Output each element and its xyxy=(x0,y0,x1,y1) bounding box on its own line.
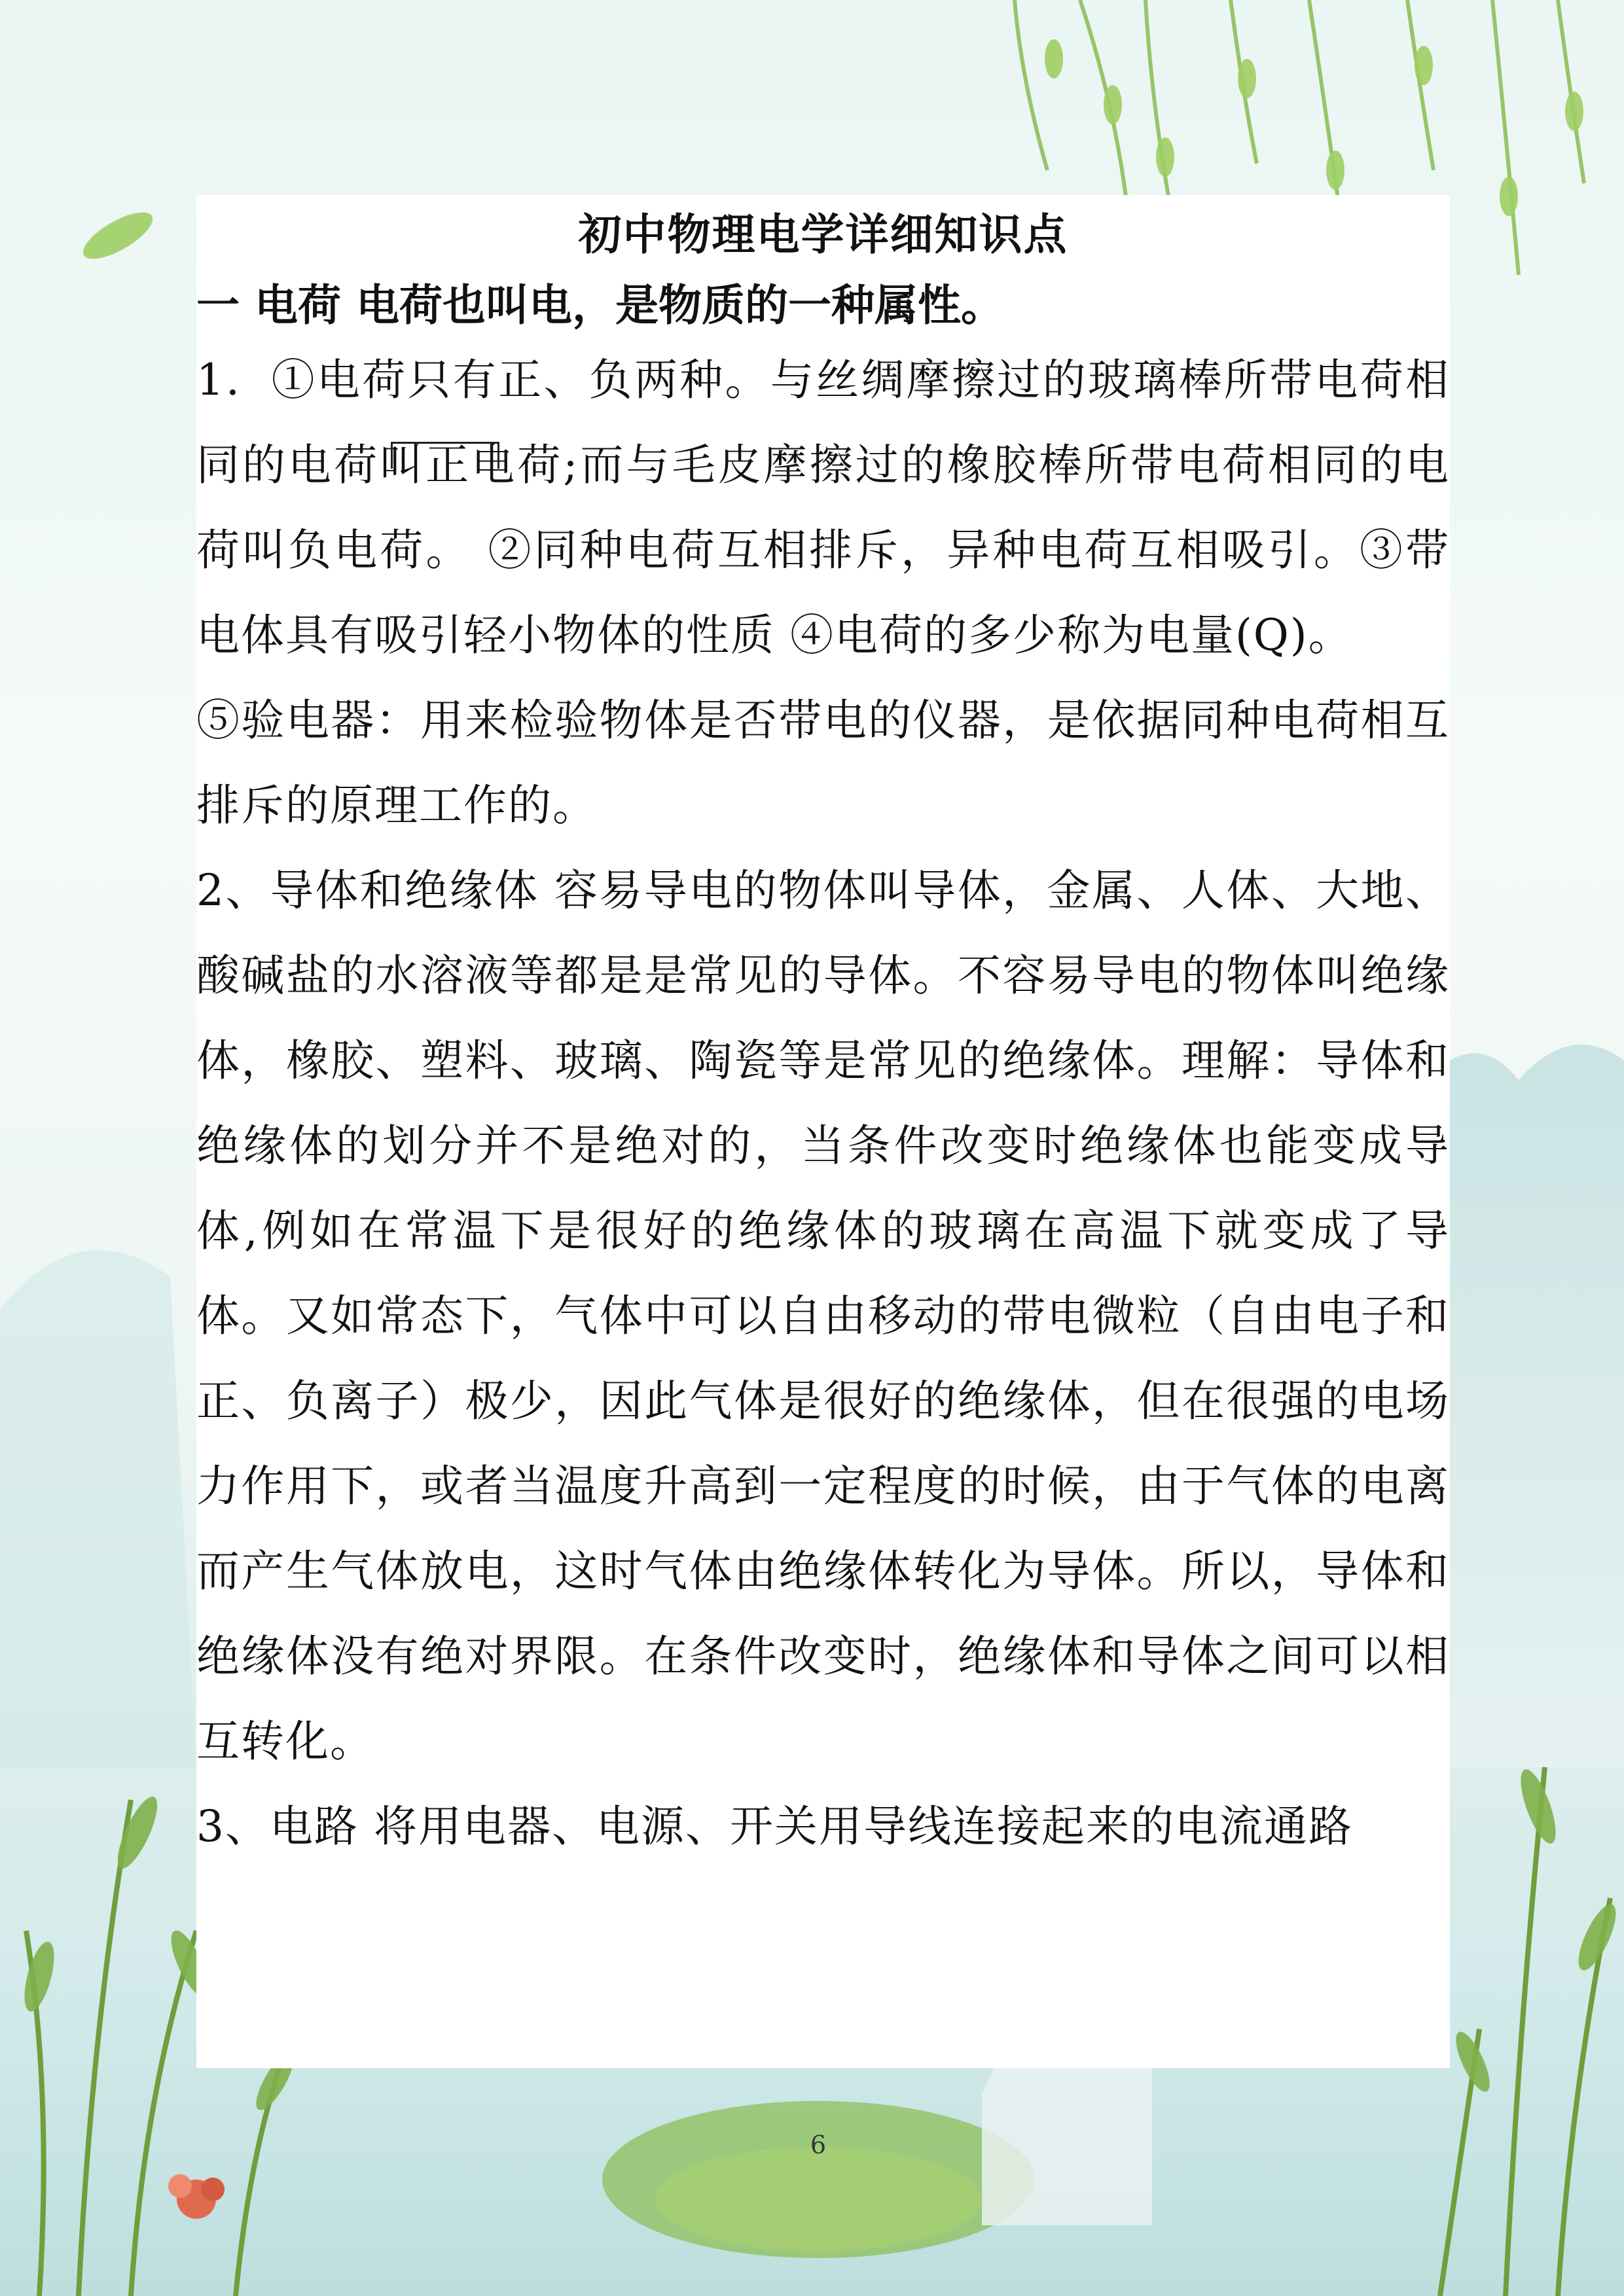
page-title: 初中物理电学详细知识点 xyxy=(578,209,1068,260)
page-number: 6 xyxy=(810,2130,827,2159)
document-body xyxy=(196,195,1450,1869)
section-heading: 一 电荷 电荷也叫电，是物质的一种属性。 xyxy=(196,279,1004,331)
paragraph-conductors-insulators: 2、导体和绝缘体 容易导电的物体叫导体，金属、人体、大地、酸碱盐的水溶液等都是是常见的导体。不容易导电的物体叫绝缘体，橡胶、塑料、玻璃、陶瓷等是常见的绝缘体。理解：导体和绝缘体的划分并不是绝对的，当条件改变时绝缘体也能变成导体,例如在常温下是很好的绝缘体的玻璃在高温下就变成了导体。又如常态下，气体中可以自由移动的带电微粒（自由电子和正、负离子）极少，因此气体是很好的绝缘体，但在很强的电场力作用下，或者当温度升高到一定程度的时候，由于气体的电离而产生气体放电，这时气体由绝缘体转化为导体。所以，导体和绝缘体没有绝对界限。在条件改变时，绝缘体和导体之间可以相互转化。 xyxy=(196,865,1450,1767)
paragraph-electroscope: ⑤验电器：用来检验物体是否带电的仪器，是依据同种电荷相互排斥的原理工作的。 xyxy=(196,695,1450,831)
paragraph-charge-types: 1．①电荷只有正、负两种。与丝绸摩擦过的玻璃棒所带电荷相同的电荷叫正电荷;而与毛皮摩擦过的橡胶棒所带电荷相同的电荷叫负电荷。 ②同种电荷互相排斥，异种电荷互相吸引。③带电体具有吸引轻小物体的性质 ④电荷的多少称为电量(Q)。 xyxy=(196,355,1450,660)
paragraph-circuit: 3、电路 将用电器、电源、开关用导线连接起来的电流通路 xyxy=(196,1801,1353,1852)
annotation-box xyxy=(391,442,499,469)
